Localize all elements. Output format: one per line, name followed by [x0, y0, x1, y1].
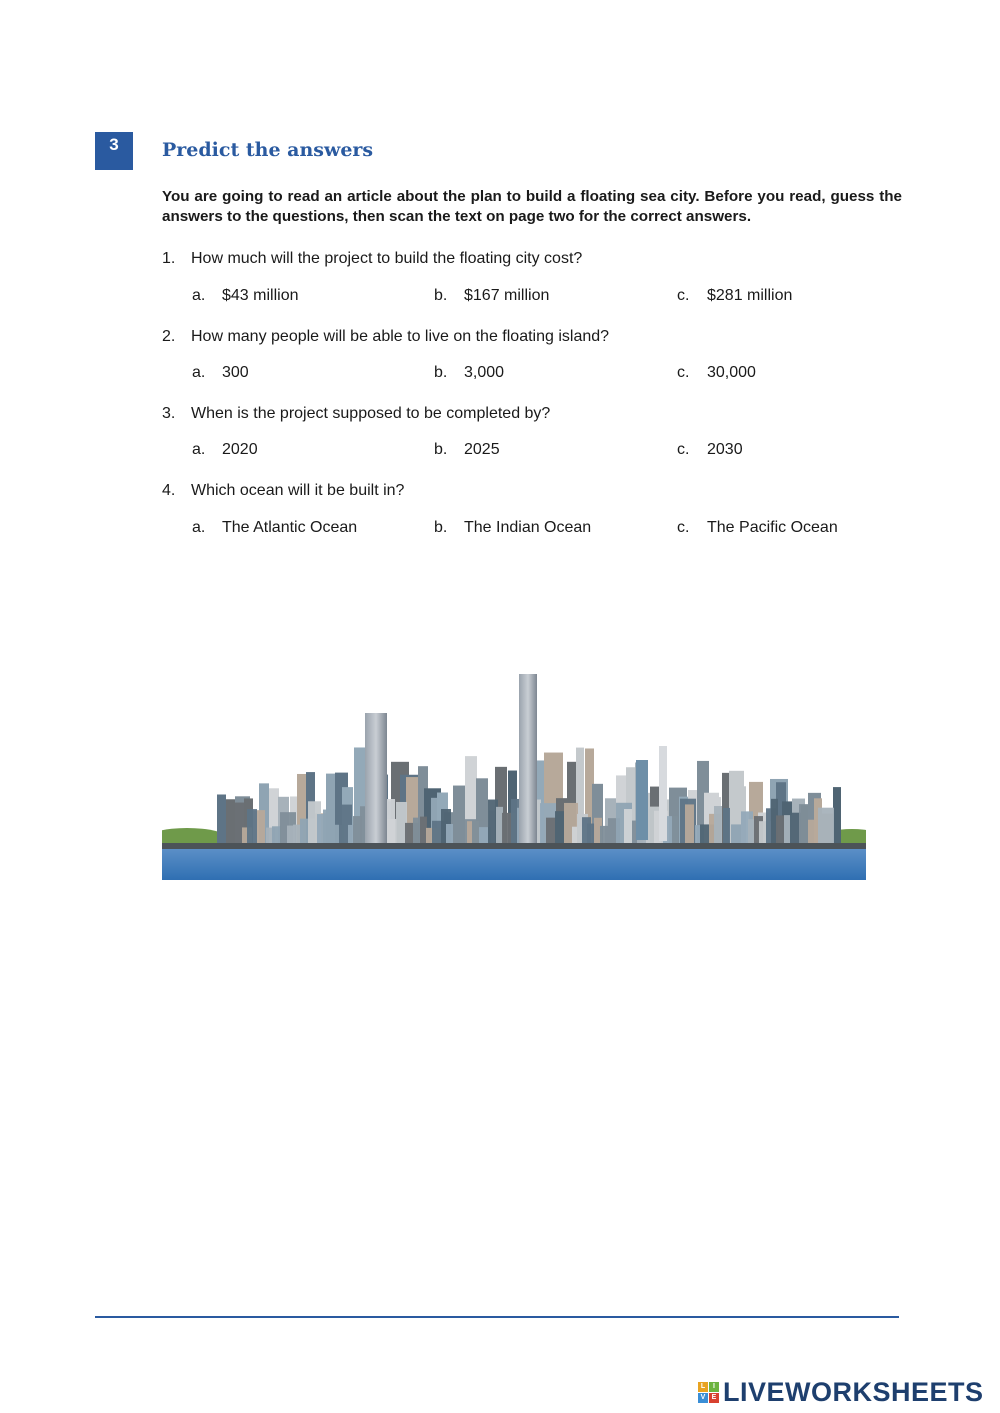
question-number: 4. [162, 482, 176, 499]
question-number: 3. [162, 405, 176, 422]
question-2-option-c[interactable]: c. 30,000 [677, 364, 756, 381]
question-1 [162, 249, 582, 269]
question-2-option-b[interactable]: b. 3,000 [434, 364, 505, 381]
question-text: Which ocean will it be built in? [191, 482, 405, 499]
question-text: How many people will be able to live on the floating island? [191, 328, 610, 345]
question-2 [162, 327, 609, 347]
section-title: Predict the answers [162, 139, 374, 161]
question-1-option-c[interactable]: c. $281 million [677, 287, 793, 304]
question-3-option-b[interactable]: b. 2025 [434, 441, 500, 458]
question-number: 2. [162, 328, 176, 345]
footer-divider [95, 1316, 899, 1318]
question-4 [162, 481, 404, 501]
question-4-option-c[interactable]: c. The Pacific Ocean [677, 519, 838, 536]
question-2-option-a[interactable]: a. 300 [192, 364, 249, 381]
question-3-option-c[interactable]: c. 2030 [677, 441, 743, 458]
question-3-option-a[interactable]: a. 2020 [192, 441, 258, 458]
question-4-option-b[interactable]: b. The Indian Ocean [434, 519, 592, 536]
brand-name: LIVEWORKSHEETS [723, 1377, 984, 1407]
question-number: 1. [162, 250, 176, 267]
liveworksheets-logo [698, 1377, 984, 1408]
question-3 [162, 404, 550, 424]
liveworksheets-icon: L I V E [698, 1382, 719, 1403]
question-text: When is the project supposed to be completed by? [191, 405, 551, 422]
question-text: How much will the project to build the floating city cost? [191, 250, 583, 267]
question-1-option-a[interactable]: a. $43 million [192, 287, 299, 304]
section-number-badge: 3 [95, 132, 133, 170]
instructions: You are going to read an article about the plan to build a floating sea city. Before you read, guess the answers to the questions, then scan the text on page two for the correct answers. [162, 188, 902, 225]
question-1-option-b[interactable]: b. $167 million [434, 287, 550, 304]
city-skyline-image [162, 660, 866, 880]
question-4-option-a[interactable]: a. The Atlantic Ocean [192, 519, 358, 536]
